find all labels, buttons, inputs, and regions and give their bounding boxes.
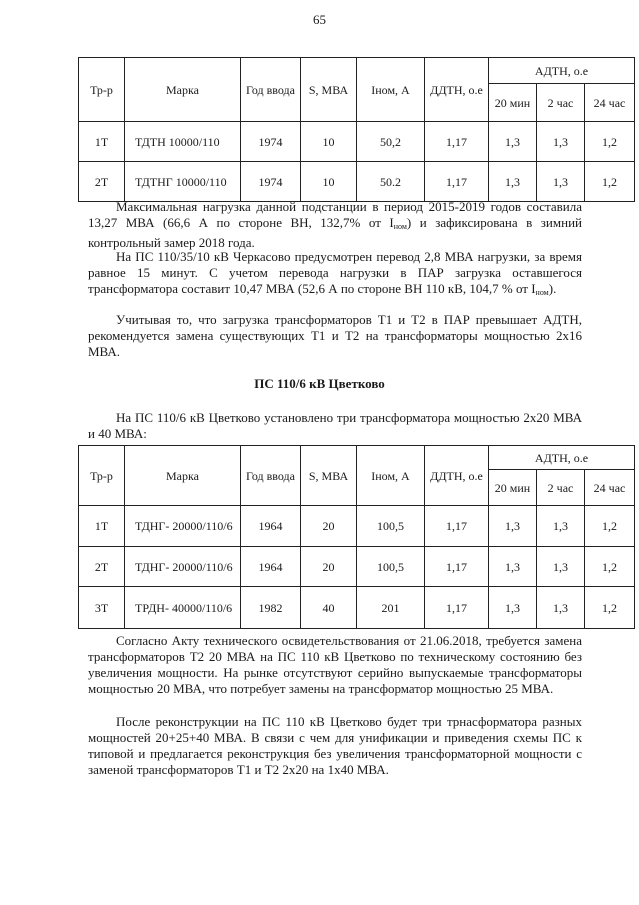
header-inom: Iном, А [357,446,425,506]
header-god: Год ввода [241,58,301,122]
paragraph-inspection-act: Согласно Акту технического освидетельствования от 21.06.2018, требуется замена трансформаторов Т2 20 МВА на ПС 110 кВ Цветково по техническому состоянию без увеличения мощности. На рынке отсутствуют серийно выпускаемые трансформаторы мощностью 20 МВА, что потребует замены на трансформатор мощностью 25 МВА. [88,633,582,696]
header-god: Год ввода [241,446,301,506]
header-inom: Iном, А [357,58,425,122]
header-2h: 2 час [537,470,585,506]
paragraph-cherkasovo: На ПС 110/35/10 кВ Черкасово предусмотрен перевод 2,8 МВА нагрузки, за время равное 15 минут. С учетом перевода нагрузки в ПАР загрузка оставшегося трансформатора составит 10,47 МВА (52,6 А по стороне ВН 110 кВ, 104,7 % от $I_{ном}$). [88,249,582,297]
header-dtn: ДДТН, о.е [425,58,489,122]
table-row: 3Т ТРДН- 40000/110/6 1982 40 201 1,17 1,3 1,3 1,2 [79,587,635,629]
header-marka: Марка [125,446,241,506]
paragraph-reconstruction: После реконструкции на ПС 110 кВ Цветково будет три трнасформатора разных мощностей 20+25+40 МВА. В связи с чем для унификации и приведения схемы ПС к типовой и предлагается реконструкция без увеличения трансформаторной мощности с заменой трансформаторов Т1 и Т2 2х20 на 1х40 МВА. [88,714,582,777]
table-row: 2Т ТДНГ- 20000/110/6 1964 20 100,5 1,17 1,3 1,3 1,2 [79,547,635,587]
header-24h: 24 час [585,84,635,122]
page-number: 65 [313,12,326,27]
transformer-table-1 [78,57,635,202]
paragraph-recommendation: Учитывая то, что загрузка трансформаторов Т1 и Т2 в ПАР превышает АДТН, рекомендуется замена существующих Т1 и Т2 на трансформаторы мощностью 2х16 МВА. [88,312,582,359]
table-row: 1Т ТДНГ- 20000/110/6 1964 20 100,5 1,17 1,3 1,3 1,2 [79,506,635,547]
header-tr: Тр-р [79,446,125,506]
header-2h: 2 час [537,84,585,122]
header-s: S, МВА [301,446,357,506]
section-heading: ПС 110/6 кВ Цветково [254,376,385,391]
header-adtn: АДТН, о.е [489,446,635,470]
header-20min: 20 мин [489,470,537,506]
header-dtn: ДДТН, о.е [425,446,489,506]
header-24h: 24 час [585,470,635,506]
header-adtn: АДТН, о.е [489,58,635,84]
header-marka: Марка [125,58,241,122]
header-tr: Тр-р [79,58,125,122]
table-row: 2Т ТДТНГ 10000/110 1974 10 50.2 1,17 1,3 1,3 1,2 [79,162,635,202]
paragraph-max-load: Максимальная нагрузка данной подстанции в период 2015-2019 годов составила 13,27 МВА (66,6 А по стороне ВН, 132,7% от $I_{ном}$) и зафиксирована в зимний контрольный замер 2018 года. [88,199,582,250]
header-s: S, МВА [301,58,357,122]
header-20min: 20 мин [489,84,537,122]
transformer-table-2 [78,445,635,629]
table-row: 1Т ТДТН 10000/110 1974 10 50,2 1,17 1,3 1,3 1,2 [79,122,635,162]
paragraph-tsvetkovo-intro: На ПС 110/6 кВ Цветково установлено три трансформатора мощностью 2х20 МВА и 40 МВА: [88,410,582,441]
